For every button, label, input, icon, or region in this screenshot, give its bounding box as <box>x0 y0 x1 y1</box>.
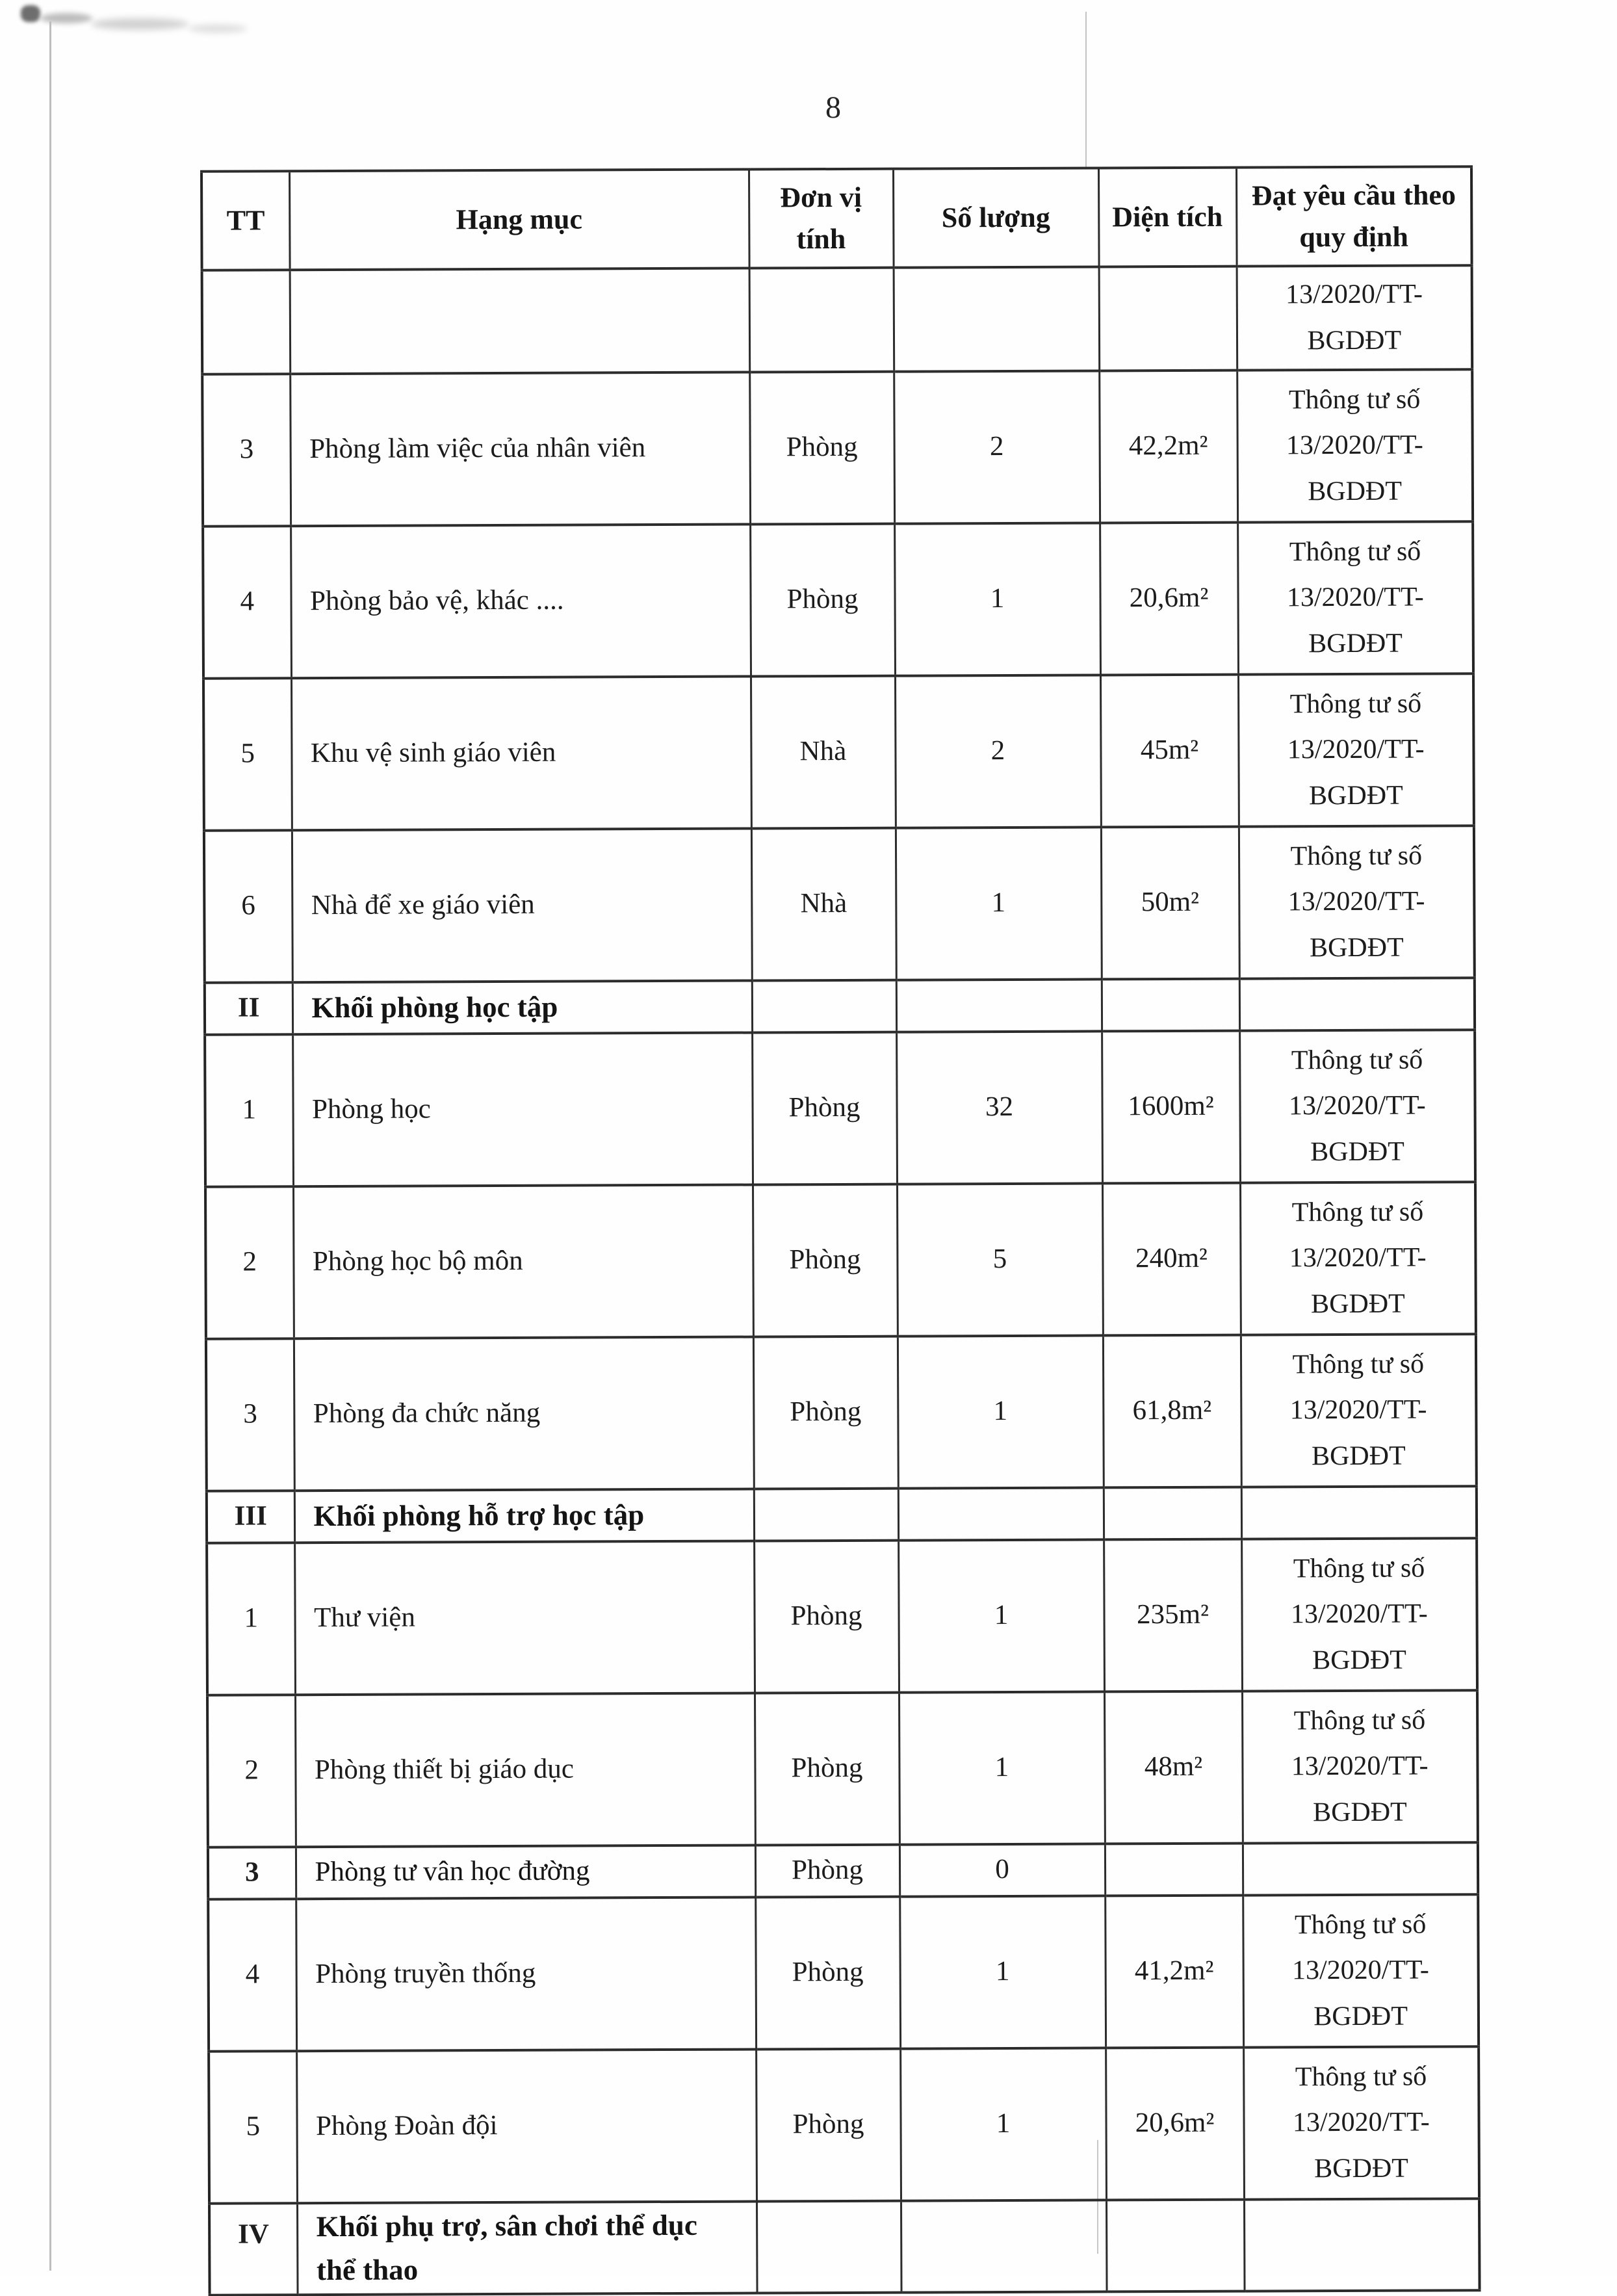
table-row <box>208 1894 1479 2052</box>
table-row <box>206 1334 1477 1491</box>
cell-area <box>1102 978 1239 1031</box>
cell-req: Thông tư số 13/2020/TT- BGDĐT <box>1239 1030 1475 1182</box>
cell-item: Thư viện <box>294 1541 755 1695</box>
cell-qty <box>901 2200 1107 2292</box>
col-header-unit: Đơn vị tính <box>749 169 894 268</box>
cell-item: Phòng bảo vệ, khác .... <box>291 524 751 678</box>
table-row <box>203 673 1474 831</box>
cell-area: 240m² <box>1102 1182 1241 1335</box>
cell-tt: 6 <box>204 830 292 983</box>
table-row <box>209 2046 1479 2204</box>
cell-qty: 2 <box>894 371 1100 523</box>
cell-unit: Phòng <box>752 1032 897 1184</box>
col-header-req: Đạt yêu cầu theo quy định <box>1236 166 1472 266</box>
cell-area: 42,2m² <box>1099 370 1237 523</box>
cell-item: Phòng làm việc của nhân viên <box>290 372 750 526</box>
cell-unit: Phòng <box>755 1844 899 1897</box>
cell-item: Khối phụ trợ, sân chơi thể dục thể thao <box>297 2201 757 2295</box>
cell-qty: 1 <box>898 1539 1104 1692</box>
cell-area: 61,8m² <box>1103 1335 1241 1487</box>
cell-qty: 5 <box>897 1183 1103 1336</box>
scan-fold-line-left <box>49 21 51 2271</box>
cell-unit: Nhà <box>751 675 896 828</box>
cell-area: 20,6m² <box>1100 522 1238 675</box>
table-row <box>203 521 1473 679</box>
scan-smudge <box>91 18 188 30</box>
cell-req <box>1244 2198 1480 2291</box>
cell-area: 45m² <box>1100 674 1239 827</box>
cell-req <box>1241 1486 1477 1539</box>
page-number: 8 <box>825 90 841 125</box>
cell-unit: Phòng <box>754 1540 899 1693</box>
cell-unit: Phòng <box>750 523 895 676</box>
cell-unit: Phòng <box>756 2048 901 2201</box>
cell-area: 41,2m² <box>1105 1895 1243 2048</box>
cell-qty: 1 <box>896 827 1102 980</box>
cell-item: Nhà để xe giáo viên <box>292 828 752 982</box>
cell-item: Phòng truyền thống <box>296 1897 756 2051</box>
cell-tt: 4 <box>208 1899 296 2052</box>
cell-unit: Phòng <box>755 1692 899 1845</box>
scan-smudge <box>40 13 92 23</box>
cell-qty: 1 <box>894 523 1100 675</box>
cell-tt: 2 <box>207 1695 296 1847</box>
table-row <box>207 1538 1477 1695</box>
cell-tt <box>202 270 291 374</box>
table-row <box>204 826 1475 983</box>
cell-item: Khối phòng hỗ trợ học tập <box>294 1489 754 1543</box>
table-row <box>205 1030 1475 1187</box>
table-row <box>208 1842 1478 1899</box>
cell-item: Phòng tư vân học đường <box>296 1845 755 1899</box>
cell-area <box>1104 1487 1241 1539</box>
cell-item: Phòng thiết bị giáo dục <box>295 1693 755 1847</box>
cell-tt: 2 <box>205 1186 294 1339</box>
section-row <box>207 1486 1477 1543</box>
col-header-qty: Số lượng <box>893 168 1099 267</box>
cell-qty: 1 <box>900 2048 1106 2200</box>
cell-req <box>1243 1842 1478 1895</box>
cell-item: Khối phòng học tập <box>292 980 752 1034</box>
cell-area: 235m² <box>1104 1539 1242 1691</box>
cell-area <box>1099 266 1237 371</box>
table-row <box>205 1182 1476 1339</box>
cell-tt: III <box>207 1491 294 1543</box>
cell-tt: 1 <box>205 1034 293 1187</box>
cell-area: 20,6m² <box>1106 2047 1244 2200</box>
cell-qty: 1 <box>898 1335 1104 1488</box>
cell-qty: 1 <box>899 1896 1106 2048</box>
cell-unit: Phòng <box>749 371 894 524</box>
scan-smudge <box>188 25 247 33</box>
cell-req <box>1239 978 1475 1030</box>
cell-area: 48m² <box>1104 1691 1243 1844</box>
scan-smudge <box>21 5 40 22</box>
cell-tt: 3 <box>208 1847 296 1899</box>
cell-tt: II <box>205 982 292 1035</box>
cell-area <box>1105 1843 1243 1896</box>
cell-req: 13/2020/TT- BGDĐT <box>1237 265 1473 370</box>
cell-req: Thông tư số 13/2020/TT- BGDĐT <box>1242 1690 1478 1843</box>
cell-unit <box>749 267 894 372</box>
cell-qty: 0 <box>899 1844 1105 1896</box>
cell-unit: Nhà <box>751 828 896 980</box>
cell-item: Phòng học bộ môn <box>293 1184 753 1338</box>
section-row <box>209 2198 1480 2295</box>
cell-req: Thông tư số 13/2020/TT- BGDĐT <box>1238 673 1474 826</box>
table-row <box>202 369 1473 527</box>
cell-tt: IV <box>209 2203 298 2295</box>
cell-req: Thông tư số 13/2020/TT- BGDĐT <box>1239 826 1475 978</box>
cell-req: Thông tư số 13/2020/TT- BGDĐT <box>1243 2046 1479 2199</box>
table-row <box>202 265 1473 374</box>
col-header-tt: TT <box>201 171 290 270</box>
cell-item: Phòng học <box>292 1032 753 1186</box>
cell-req: Thông tư số 13/2020/TT- BGDĐT <box>1241 1334 1477 1487</box>
cell-req: Thông tư số 13/2020/TT- BGDĐT <box>1243 1894 1479 2047</box>
cell-qty <box>894 267 1100 371</box>
cell-area: 1600m² <box>1102 1030 1240 1183</box>
cell-tt: 4 <box>203 526 291 679</box>
cell-qty: 2 <box>895 675 1101 828</box>
cell-unit <box>752 980 896 1032</box>
cell-item: Khu vệ sinh giáo viên <box>291 676 751 830</box>
scan-fold-line-top <box>1085 12 1087 169</box>
facilities-table <box>200 165 1481 2296</box>
cell-tt: 5 <box>203 678 292 831</box>
cell-unit <box>757 2200 901 2293</box>
cell-area <box>1106 2199 1245 2291</box>
cell-qty <box>898 1487 1104 1540</box>
cell-qty <box>896 979 1102 1032</box>
cell-unit: Phòng <box>755 1896 900 2049</box>
cell-item <box>290 268 750 374</box>
col-header-area: Diện tích <box>1098 168 1237 267</box>
cell-unit: Phòng <box>753 1184 898 1337</box>
cell-qty: 32 <box>896 1031 1102 1184</box>
cell-tt: 5 <box>209 2051 297 2204</box>
cell-req: Thông tư số 13/2020/TT- BGDĐT <box>1240 1182 1476 1335</box>
cell-tt: 1 <box>207 1543 295 1695</box>
section-row <box>205 978 1475 1035</box>
cell-item: Phòng Đoàn đội <box>296 2049 757 2203</box>
cell-req: Thông tư số 13/2020/TT- BGDĐT <box>1237 369 1473 522</box>
col-header-item: Hạng mục <box>289 170 749 270</box>
cell-req: Thông tư số 13/2020/TT- BGDĐT <box>1241 1538 1477 1691</box>
cell-item: Phòng đa chức năng <box>294 1337 754 1491</box>
cell-tt: 3 <box>206 1338 294 1491</box>
cell-req: Thông tư số 13/2020/TT- BGDĐT <box>1237 521 1473 674</box>
cell-qty: 1 <box>899 1691 1105 1844</box>
cell-unit <box>754 1488 898 1541</box>
cell-unit: Phòng <box>753 1336 898 1489</box>
table-header-row <box>201 166 1472 270</box>
cell-tt: 3 <box>202 374 291 527</box>
cell-area: 50m² <box>1101 826 1239 979</box>
table-row <box>207 1690 1478 1847</box>
